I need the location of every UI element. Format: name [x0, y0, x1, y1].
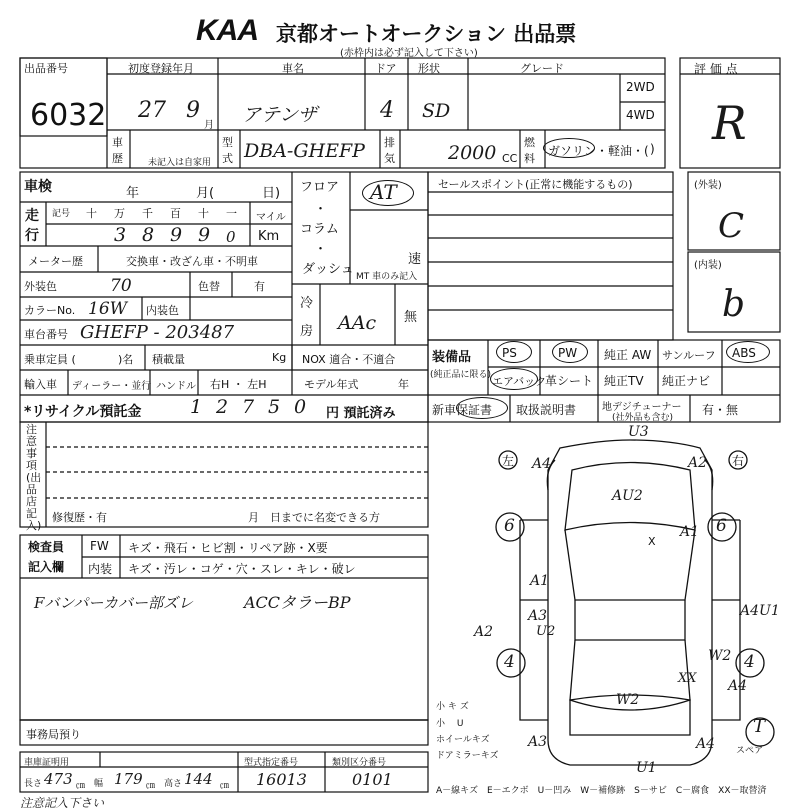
drive-4wd: 4WD	[626, 108, 655, 122]
rating-value: R	[712, 96, 747, 150]
legend-small-dent: 小 U	[436, 719, 464, 729]
damage-mark: U1	[636, 760, 657, 776]
kaa-logo: KAA	[196, 14, 258, 47]
damage-mark: A4	[696, 736, 716, 752]
handle-label: ハンドル	[156, 381, 196, 392]
warranty-circle	[456, 397, 508, 419]
mileage-digit: 8	[142, 224, 155, 246]
fuel-options: ガソリン・軽油・(	[548, 144, 649, 158]
shaken-year-unit: 年	[126, 186, 140, 201]
door-label: ドア	[375, 62, 397, 75]
new-car-warranty: 新車保証書	[432, 403, 493, 417]
shape-label: 形状	[418, 62, 440, 75]
cm-1: ㎝	[76, 781, 86, 791]
ext-color-value: 70	[110, 276, 132, 296]
damage-mark: A4	[728, 678, 748, 694]
recycle-digit: 1	[190, 396, 203, 418]
lot-label: 出品番号	[24, 62, 68, 75]
damage-mark: W2	[708, 648, 732, 664]
model-code: DBA-GHEFP	[244, 140, 365, 162]
inspector-note-right: ACCタラーBP	[244, 593, 351, 612]
first-reg-year: 27	[138, 98, 166, 123]
car-name: アテンザ	[242, 104, 318, 126]
legend-small-scratch: 小 キ ズ	[436, 702, 469, 712]
floor-label: フロア	[300, 180, 340, 195]
interior-label: 内装	[88, 562, 113, 576]
recycle-digit: 2	[216, 396, 229, 418]
fuel-close: )	[650, 142, 655, 156]
equipment-label: 装備品	[432, 350, 472, 365]
damage-mark: XX	[678, 671, 697, 686]
class-no-value: 0101	[352, 770, 393, 789]
grade-label: グレード	[520, 62, 564, 75]
load-label: 積載量	[152, 353, 185, 366]
recycle-digit: 7	[242, 396, 255, 418]
history-label-1: 車	[112, 136, 123, 149]
digit-header-0: 十	[86, 207, 97, 220]
shaken-label: 車検	[24, 179, 52, 195]
meter-history-label: メーター歴	[28, 255, 83, 268]
yen-label: 円 預託済み	[326, 406, 396, 421]
model-label-2: 式	[222, 152, 233, 165]
fuel-label-1: 燃	[524, 136, 535, 149]
damage-mark: AU2	[612, 488, 643, 504]
form-note: (赤枠内は必ず記入して下さい)	[340, 48, 478, 59]
model-year-label: モデル年式	[304, 378, 359, 391]
chassis-value: GHEFP - 203487	[80, 322, 235, 343]
legend-codes: A－線キズ E－エクボ U－凹み W－補修跡 S－サビ C－腐食 XX－取替済	[436, 786, 767, 796]
legend-mirror: ドアミラーキズ	[436, 751, 499, 761]
color-no-value: 16W	[88, 299, 128, 319]
digit-header-1: 万	[114, 207, 125, 220]
equip-ps-circle	[496, 341, 532, 363]
equip-leather: 革シート	[545, 374, 594, 388]
km-label: Km	[258, 229, 280, 244]
car-name-label: 車名	[282, 62, 304, 75]
equip-tv: 純正TV	[604, 374, 644, 388]
drive-2wd: 2WD	[626, 80, 655, 94]
load-unit: Kg	[272, 351, 287, 364]
cm-3: ㎝	[220, 781, 230, 791]
exterior-score-label: (外装)	[694, 180, 722, 191]
inspector-label-1: 検査員	[28, 540, 65, 554]
color-change-label: 色替	[198, 280, 220, 293]
color-no-label: カラーNo.	[24, 304, 76, 317]
interior-items: キズ・汚レ・コゲ・穴・スレ・キレ・破レ	[128, 562, 356, 576]
fuel-label-2: 料	[524, 152, 535, 165]
transmission-circle	[362, 180, 414, 206]
recycle-digit: 0	[294, 396, 307, 418]
cert-label: 車庫証明用	[24, 758, 70, 768]
damage-mark: W2	[616, 692, 640, 708]
history-label-2: 歴	[112, 152, 123, 165]
tuner-value: 有・無	[702, 403, 739, 417]
mile-label: マイル	[256, 212, 286, 223]
length-label: 長さ	[24, 779, 43, 789]
type-no-label: 型式指定番号	[244, 758, 299, 768]
handle-options: 右H ・ 左H	[210, 378, 267, 391]
right-marker: 右	[732, 454, 745, 468]
damage-mark: X	[648, 535, 656, 548]
chassis-label: 車台番号	[24, 328, 68, 341]
mt-note: MT 車のみ記入	[356, 272, 418, 282]
lot-number: 6032	[30, 98, 107, 133]
interior-score-label: (内装)	[694, 260, 722, 271]
inspector-label-2: 記入欄	[28, 560, 65, 574]
height-value: 144	[184, 770, 213, 788]
ac-label-1: 冷	[300, 296, 314, 311]
capacity-unit: )名	[118, 353, 134, 366]
equip-sunroof: サンルーフ	[662, 349, 716, 362]
damage-mark: U2	[536, 624, 556, 639]
equip-airbag-circle	[490, 368, 538, 390]
meter-history-options: 交換車・改ざん車・不明車	[126, 255, 258, 268]
spare-mark: T	[753, 716, 766, 737]
equip-abs: ABS	[732, 346, 756, 360]
class-no-label: 類別区分番号	[332, 758, 387, 768]
model-year-unit: 年	[398, 378, 409, 391]
first-reg-month: 9	[186, 98, 200, 123]
rating-label: 評 価 点	[694, 62, 738, 76]
recycle-label: *リサイクル預託金	[24, 404, 142, 420]
history-note: 未記入は自家用	[148, 158, 212, 168]
digit-header-3: 百	[170, 207, 181, 220]
digit-header-4: 十	[198, 207, 209, 220]
digit-header-2: 千	[142, 207, 153, 220]
wheel-mark-fl: 6	[504, 516, 515, 536]
damage-mark: A3	[528, 608, 548, 624]
nox-label: NOX 適合・不適合	[302, 353, 396, 366]
equipment-note: (純正品に限る)	[430, 370, 492, 380]
equip-pw-circle	[552, 341, 588, 363]
import-label: 輸入車	[24, 378, 57, 391]
mileage-digit: 3	[114, 224, 127, 246]
damage-mark: A3	[528, 734, 548, 750]
doors: 4	[380, 98, 394, 123]
ac-value: AAc	[338, 312, 377, 334]
wheel-mark-fr: 6	[716, 516, 727, 536]
dot-1: ・	[314, 202, 328, 217]
length-value: 473	[44, 770, 73, 788]
manual-label: 取扱説明書	[516, 403, 577, 417]
footer-stray: 注意記入下さい	[20, 796, 105, 810]
transmission-value: AT	[370, 180, 397, 204]
color-change-value: 有	[254, 280, 265, 293]
shape: SD	[422, 100, 451, 122]
height-label: 高さ	[164, 779, 183, 789]
sales-point-label: セールスポイント(正常に機能するもの)	[438, 178, 633, 191]
wheel-mark-rr: 4	[744, 652, 755, 672]
cm-2: ㎝	[146, 781, 156, 791]
mileage-label-1: 走	[25, 208, 39, 224]
type-no-value: 16013	[256, 770, 307, 789]
damage-mark: A2	[474, 624, 494, 640]
fuel-circle	[543, 138, 595, 158]
interior-score: b	[722, 284, 746, 325]
displacement-value: 2000	[448, 142, 497, 164]
width-label: 幅	[94, 779, 104, 789]
model-label-1: 型	[222, 136, 233, 149]
equip-ps: PS	[502, 346, 517, 360]
mileage-digit: 9	[170, 224, 183, 246]
caution-label: 注意事項(出品店記入)	[26, 423, 42, 532]
ext-color-label: 外装色	[24, 280, 57, 293]
speed-label: 速	[408, 252, 422, 267]
repair-suffix: 月 日までに名変できる方	[248, 511, 380, 524]
damage-mark: U3	[628, 424, 649, 440]
column-label: コラム	[300, 222, 339, 237]
wheel-mark-rl: 4	[504, 652, 515, 672]
first-reg-label: 初度登録年月	[128, 62, 194, 75]
tuner-label: 地デジチューナー	[602, 402, 682, 413]
form-title: 京都オートオークション 出品票	[276, 22, 577, 46]
ac-label-2: 房	[300, 324, 314, 339]
fw-items: キズ・飛石・ヒビ割・リペア跡・X要	[128, 541, 328, 555]
inspector-note-left: Fバンパーカバー部ズレ	[34, 594, 194, 612]
capacity-label: 乗車定員 (	[24, 353, 76, 366]
int-color-label: 内装色	[146, 304, 179, 317]
cc-unit: CC	[502, 152, 518, 165]
import-options: ディーラー・並行	[72, 381, 152, 392]
equip-navi: 純正ナビ	[662, 374, 711, 388]
equip-airbag: エアバック	[492, 375, 547, 388]
recycle-digit: 5	[268, 396, 281, 418]
equip-pw: PW	[558, 346, 578, 360]
office-label: 事務局預り	[26, 728, 81, 741]
damage-mark: A4	[532, 456, 552, 472]
mileage-digit: 9	[198, 224, 211, 246]
equip-aw: 純正 AW	[604, 348, 652, 362]
exterior-score: C	[718, 206, 745, 246]
tuner-note: (社外品も含む)	[612, 413, 674, 423]
damage-mark: A1	[530, 573, 550, 589]
mileage-label-2: 行	[25, 228, 39, 244]
left-marker: 左	[502, 454, 515, 468]
ac-none: 無	[404, 310, 418, 325]
fw-label: FW	[90, 539, 109, 553]
spare-label: スペア	[736, 746, 764, 756]
shaken-month-unit: 月(	[196, 186, 215, 201]
width-value: 179	[114, 770, 143, 788]
damage-mark: A1	[680, 524, 700, 540]
equip-abs-circle	[726, 341, 770, 363]
displacement-label-1: 排	[384, 136, 395, 149]
displacement-label-2: 気	[384, 152, 395, 165]
kigo-label: 記号	[52, 209, 71, 219]
month-unit: 月	[204, 120, 214, 131]
digit-header-5: 一	[226, 207, 237, 220]
mileage-digit: 0	[226, 228, 236, 246]
dot-2: ・	[314, 242, 328, 257]
legend-wheel: ホイールキズ	[436, 735, 490, 745]
shaken-day-unit: 日)	[262, 186, 281, 201]
dash-label: ダッシュ	[302, 262, 354, 277]
repair-label: 修復歴・有	[52, 511, 107, 524]
damage-mark: A4U1	[740, 603, 780, 619]
damage-mark: A2	[688, 455, 708, 471]
